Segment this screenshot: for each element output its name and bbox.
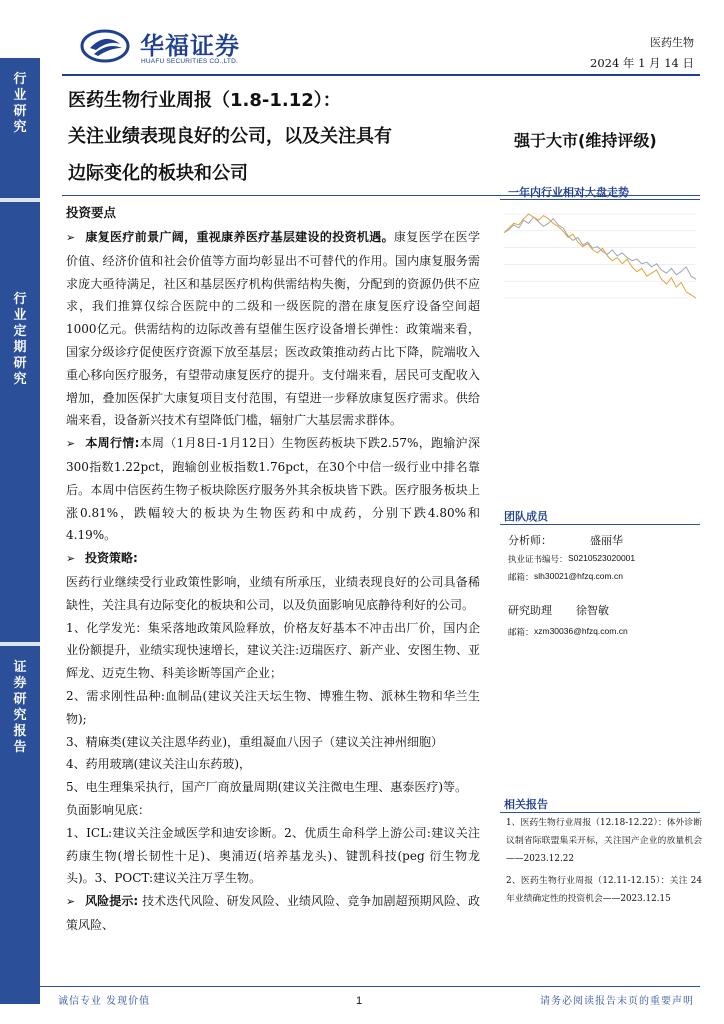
side-label-industry-research <box>0 72 40 136</box>
arrow-bullet-icon: ➢ <box>66 895 76 909</box>
negative-heading: 负面影响见底： <box>66 802 151 817</box>
report-title-line-3: 边际变化的板块和公司 <box>68 163 248 184</box>
related-report-item: 2、医药生物行业周报（12.11-12.15）：关注 24 年业绩确定性的投资机会——2023.12.15 <box>506 876 702 904</box>
side-block-industry-research <box>0 58 40 198</box>
side-char: 期 <box>13 340 27 355</box>
rating-label: 强于大市(维持评级) <box>514 131 657 150</box>
side-label-periodic-research <box>0 292 40 388</box>
side-char: 究 <box>13 708 27 723</box>
side-char: 告 <box>13 740 27 755</box>
team-title-underline <box>500 524 700 525</box>
side-char: 研 <box>13 356 27 371</box>
list-item: 3、精麻类(建议关注恩华药业)，重组凝血八因子（建议关注神州细胞） <box>66 734 444 749</box>
trend-chart <box>500 206 700 306</box>
assistant-email: xzm30036@hfzq.com.cn <box>534 626 628 636</box>
paragraph-risk-lead: 风险提示: <box>85 894 139 909</box>
page-number: 1 <box>356 995 363 1007</box>
header-category: 医药生物 <box>650 36 694 49</box>
side-char: 研 <box>13 692 27 707</box>
assistant-label: 研究助理 <box>508 604 552 617</box>
list-item: 4、药用玻璃(建议关注山东药玻)， <box>66 757 251 772</box>
analyst-label: 分析师： <box>508 534 552 547</box>
email-label: 邮箱： <box>508 572 534 582</box>
paragraph-strategy-head <box>66 547 480 571</box>
chart-series-line-0 <box>504 217 696 279</box>
analyst-name: 盛丽华 <box>590 534 623 547</box>
side-char: 行 <box>13 292 27 307</box>
list-item: 1、化学发光：集采落地政策风险释放，价格友好基本不冲击出厂价，国内企业份额提升，业绩实现快速增长，建议关注:迈瑞医疗、新产业、安图生物、亚辉龙、迈克生物、科美诊断等国产企业； <box>66 620 480 681</box>
assistant-name: 徐智敏 <box>576 604 609 617</box>
footer-divider <box>40 986 700 987</box>
paragraph-rehab-lead: 康复医疗前景广阔，重视康养医疗基层建设的投资机遇。 <box>85 230 394 244</box>
paragraph-market <box>66 432 480 547</box>
side-char: 证 <box>13 660 27 675</box>
paragraph-market-text: 本周（1月8日-1月12日）生物医药板块下跌2.57%，跑输沪深300指数1.22pct，跑输创业板指数1.76pct，在30个中信一级行业中排名靠后。本周中信医药生物子板块除医疗服务外其余板块皆下跌。医疗服务板块上涨0.81%，跌幅较大的板块为生物医药和中成药，分别下跌4.80%和4.19%。 <box>66 436 480 543</box>
paragraph-rehab-text: 康复医学在医学价值、经济价值和社会价值等方面均彰显出不可替代的作用。国内康复服务需求庞大亟待满足，社区和基层医疗机构供需结构失衡，分配到的资源仍供不应求，我们推算仅综合医院中的二级和一级医院的潜在康复医疗设备空间超1000亿元。供需结构的边际改善有望催生医疗设备增长弹性：政策端来看，国家分级诊疗促使医疗资源下放至基层；医改政策推动药占比下降，院端收入重心移向医疗服务，有望带动康复医疗的提升。支付端来看，居民可支配收入增加，叠加医保扩大康复项目支付范围，有望进一步释放康复医疗需求。供给端来看，设备新兴技术有望降低门槛，辐射广大基层需求群体。 <box>66 230 480 428</box>
side-label-securities-report <box>0 660 40 756</box>
chart-series-line-1 <box>504 214 696 298</box>
side-char: 报 <box>13 724 27 739</box>
footer-disclaimer: 请务必阅读报告末页的重要声明 <box>540 996 694 1007</box>
paragraph-market-lead: 本周行情: <box>85 436 140 451</box>
related-reports-underline <box>500 812 700 813</box>
header-divider <box>62 74 700 76</box>
side-char: 行 <box>13 72 27 87</box>
company-logo-text: 华福证券 <box>140 32 240 60</box>
paragraph-rehab <box>66 226 480 432</box>
paragraph-strategy-lead: 投资策略: <box>85 551 138 566</box>
side-char: 业 <box>13 88 27 103</box>
side-block-periodic-research <box>0 202 40 642</box>
report-title-line-1: 医药生物行业周报（1.8-1.12）： <box>68 90 341 111</box>
report-title-line-2: 关注业绩表现良好的公司，以及关注具有 <box>68 126 392 147</box>
company-logo-mark <box>80 28 130 64</box>
chart-title-underline <box>500 199 700 200</box>
side-char: 业 <box>13 308 27 323</box>
analyst-email: slh30021@hfzq.com.cn <box>534 571 623 581</box>
side-char: 定 <box>13 324 27 339</box>
side-char: 究 <box>13 120 27 135</box>
company-logo-english: HUAFU SECURITIES CO.,LTD. <box>141 58 238 65</box>
cert-label: 执业证书编号： <box>508 554 568 564</box>
arrow-bullet-icon: ➢ <box>66 231 76 244</box>
side-block-securities-report <box>0 646 40 1004</box>
related-reports-title: 相关报告 <box>504 798 548 811</box>
negative-text: 1、ICL:建议关注金域医学和迪安诊断。2、优质生命科学上游公司:建议关注药康生物(增长韧性十足)、奥浦迈(培养基龙头)、键凯科技(peg 衍生物龙头)。3、POCT:建议关注万孚生物。 <box>66 825 480 886</box>
header-date: 2024 年 1 月 14 日 <box>590 56 694 70</box>
related-report-item: 1、医药生物行业周报（12.18-12.22）：体外诊断议制省际联盟集采开标，关注国产企业的放量机会——2023.12.22 <box>506 818 702 864</box>
side-char: 究 <box>13 372 27 387</box>
paragraph-strategy-text: 医药行业继续受行业政策性影响，业绩有所承压，业绩表现良好的公司具备稀缺性，关注具有边际变化的板块和公司，以及负面影响见底静待利好的公司。 <box>66 574 480 612</box>
paragraph-risk <box>66 890 480 937</box>
chart-title: 一年内行业相对大盘走势 <box>508 186 629 199</box>
side-banner <box>0 58 40 1004</box>
footer-slogan: 诚信专业 发现价值 <box>58 996 151 1007</box>
list-item: 2、需求刚性品种:血制品(建议关注天坛生物、博雅生物、派林生物和华兰生物); <box>66 688 480 726</box>
email-label: 邮箱： <box>508 627 534 637</box>
main-content <box>66 202 480 937</box>
cert-number: S0210523020001 <box>568 553 636 563</box>
section-heading: 投资要点 <box>66 205 117 220</box>
arrow-bullet-icon: ➢ <box>66 437 76 451</box>
paragraph-risk-text: 技术迭代风险、研发风险、业绩风险、竞争加剧超预期风险、政策风险、 <box>66 894 480 932</box>
side-char: 研 <box>13 104 27 119</box>
list-item: 5、电生理集采执行，国产厂商放量周期(建议关注微电生理、惠泰医疗)等。 <box>66 780 468 795</box>
side-char: 券 <box>13 676 27 691</box>
arrow-bullet-icon: ➢ <box>66 552 76 566</box>
team-title: 团队成员 <box>504 510 548 523</box>
